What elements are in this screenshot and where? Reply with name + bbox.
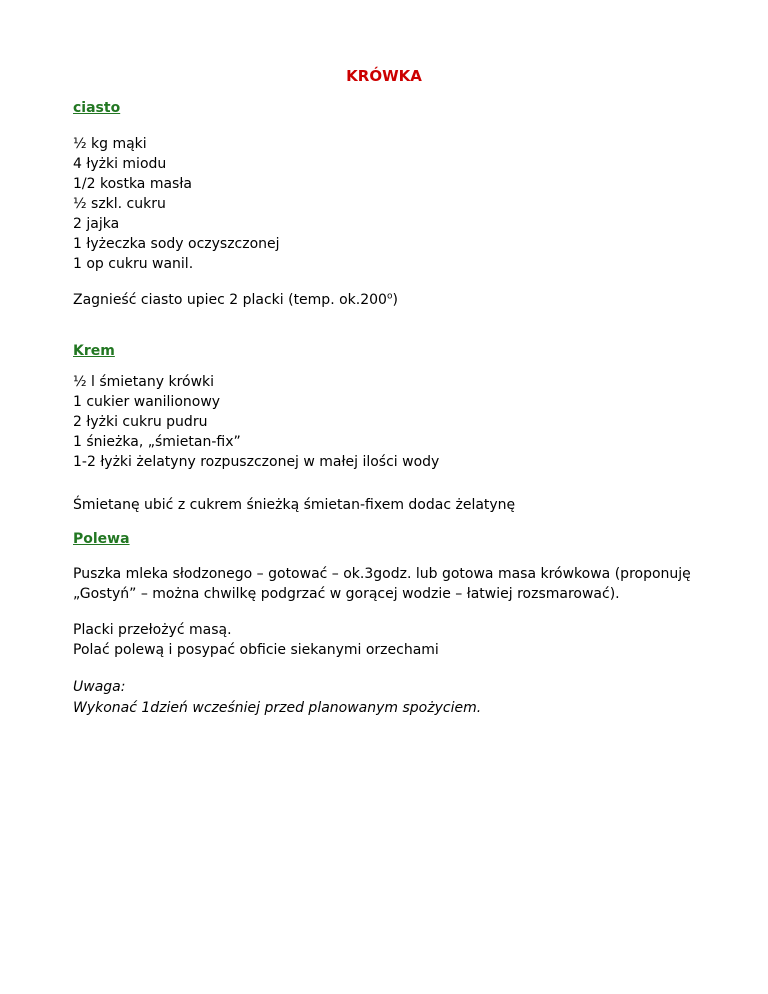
ciasto-ingredients-list <box>73 134 280 274</box>
recipe-title: KRÓWKA <box>346 67 422 85</box>
ingredient-item: 1 op cukru wanil. <box>73 256 194 272</box>
ingredient-item: 1-2 łyżki żelatyny rozpuszczonej w małej ilości wody <box>73 454 440 470</box>
polewa-description-line1: Puszka mleka słodzonego – gotować – ok.3godz. lub gotowa masa krówkowa (proponuję <box>73 566 691 582</box>
krem-ingredients-list <box>73 372 439 472</box>
ingredient-item: 2 jajka <box>73 216 120 232</box>
ciasto-instruction <box>73 290 398 310</box>
ingredient-item: 1 łyżeczka sody oczyszczonej <box>73 236 280 252</box>
document-page <box>73 0 713 994</box>
ingredient-item: 1 śnieżka, „śmietan-fix” <box>73 434 241 450</box>
note-text: Wykonać 1dzień wcześniej przed planowanym spożyciem. <box>73 700 482 716</box>
section-heading-ciasto: ciasto <box>73 100 121 116</box>
krem-instruction: Śmietanę ubić z cukrem śnieżką śmietan-fixem dodac żelatynę <box>73 497 516 513</box>
section-heading-krem: Krem <box>73 343 115 359</box>
section-heading-polewa: Polewa <box>73 531 130 547</box>
ingredient-item: ½ szkl. cukru <box>73 196 166 212</box>
degree-superscript: o <box>386 291 393 302</box>
assembly-steps <box>73 620 439 660</box>
ciasto-instruction-end: ) <box>392 292 398 308</box>
assembly-step: Polać polewą i posypać obficie siekanymi orzechami <box>73 642 439 658</box>
ingredient-item: ½ kg mąki <box>73 136 147 152</box>
ingredient-item: 1 cukier wanilionowy <box>73 394 221 410</box>
ciasto-instruction-text: Zagnieść ciasto upiec 2 placki (temp. ok.200 <box>73 292 387 308</box>
ingredient-item: 1/2 kostka masła <box>73 176 192 192</box>
ingredient-item: 2 łyżki cukru pudru <box>73 414 208 430</box>
polewa-description-line2: „Gostyń” – można chwilkę podgrzać w gorącej wodzie – łatwiej rozsmarować). <box>73 586 620 602</box>
assembly-step: Placki przełożyć masą. <box>73 622 232 638</box>
ingredient-item: 4 łyżki miodu <box>73 156 167 172</box>
ingredient-item: ½ l śmietany krówki <box>73 374 215 390</box>
note-label: Uwaga: <box>73 679 126 695</box>
